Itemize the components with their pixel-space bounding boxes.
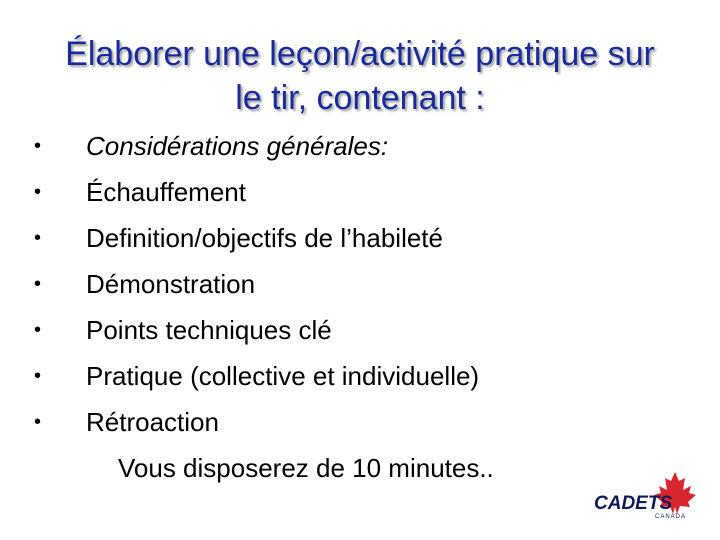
bullet-icon: • — [34, 319, 42, 341]
bullet-text: Pratique (collective et individuelle) — [86, 361, 480, 391]
list-item — [0, 307, 720, 353]
list-item — [0, 399, 720, 445]
bullet-icon: • — [34, 365, 42, 387]
bullet-text: Échauffement — [86, 177, 246, 207]
bullet-text: Points techniques clé — [86, 315, 332, 345]
list-item — [0, 353, 720, 399]
list-item — [0, 215, 720, 261]
bullet-list — [0, 123, 720, 445]
bullet-text: Considérations générales: — [86, 131, 389, 161]
cadets-canada-logo — [592, 466, 702, 526]
time-note: Vous disposerez de 10 minutes.. — [118, 453, 494, 483]
slide-title — [0, 32, 720, 120]
logo-text: CADETS — [594, 493, 673, 514]
logo-subtext: CANADA — [655, 514, 687, 520]
bullet-icon: • — [34, 135, 42, 157]
bullet-text: Rétroaction — [86, 407, 219, 437]
title-line-2: le tir, contenant : — [235, 79, 485, 117]
bullet-icon: • — [34, 181, 42, 203]
title-line-1: Élaborer une leçon/activité pratique sur — [65, 35, 655, 73]
bullet-icon: • — [34, 411, 42, 433]
list-item — [0, 169, 720, 215]
bullet-text: Definition/objectifs de l’habileté — [86, 223, 443, 253]
bullet-icon: • — [34, 273, 42, 295]
bullet-icon: • — [34, 227, 42, 249]
list-item — [0, 261, 720, 307]
bullet-text: Démonstration — [86, 269, 256, 299]
list-item — [0, 123, 720, 169]
